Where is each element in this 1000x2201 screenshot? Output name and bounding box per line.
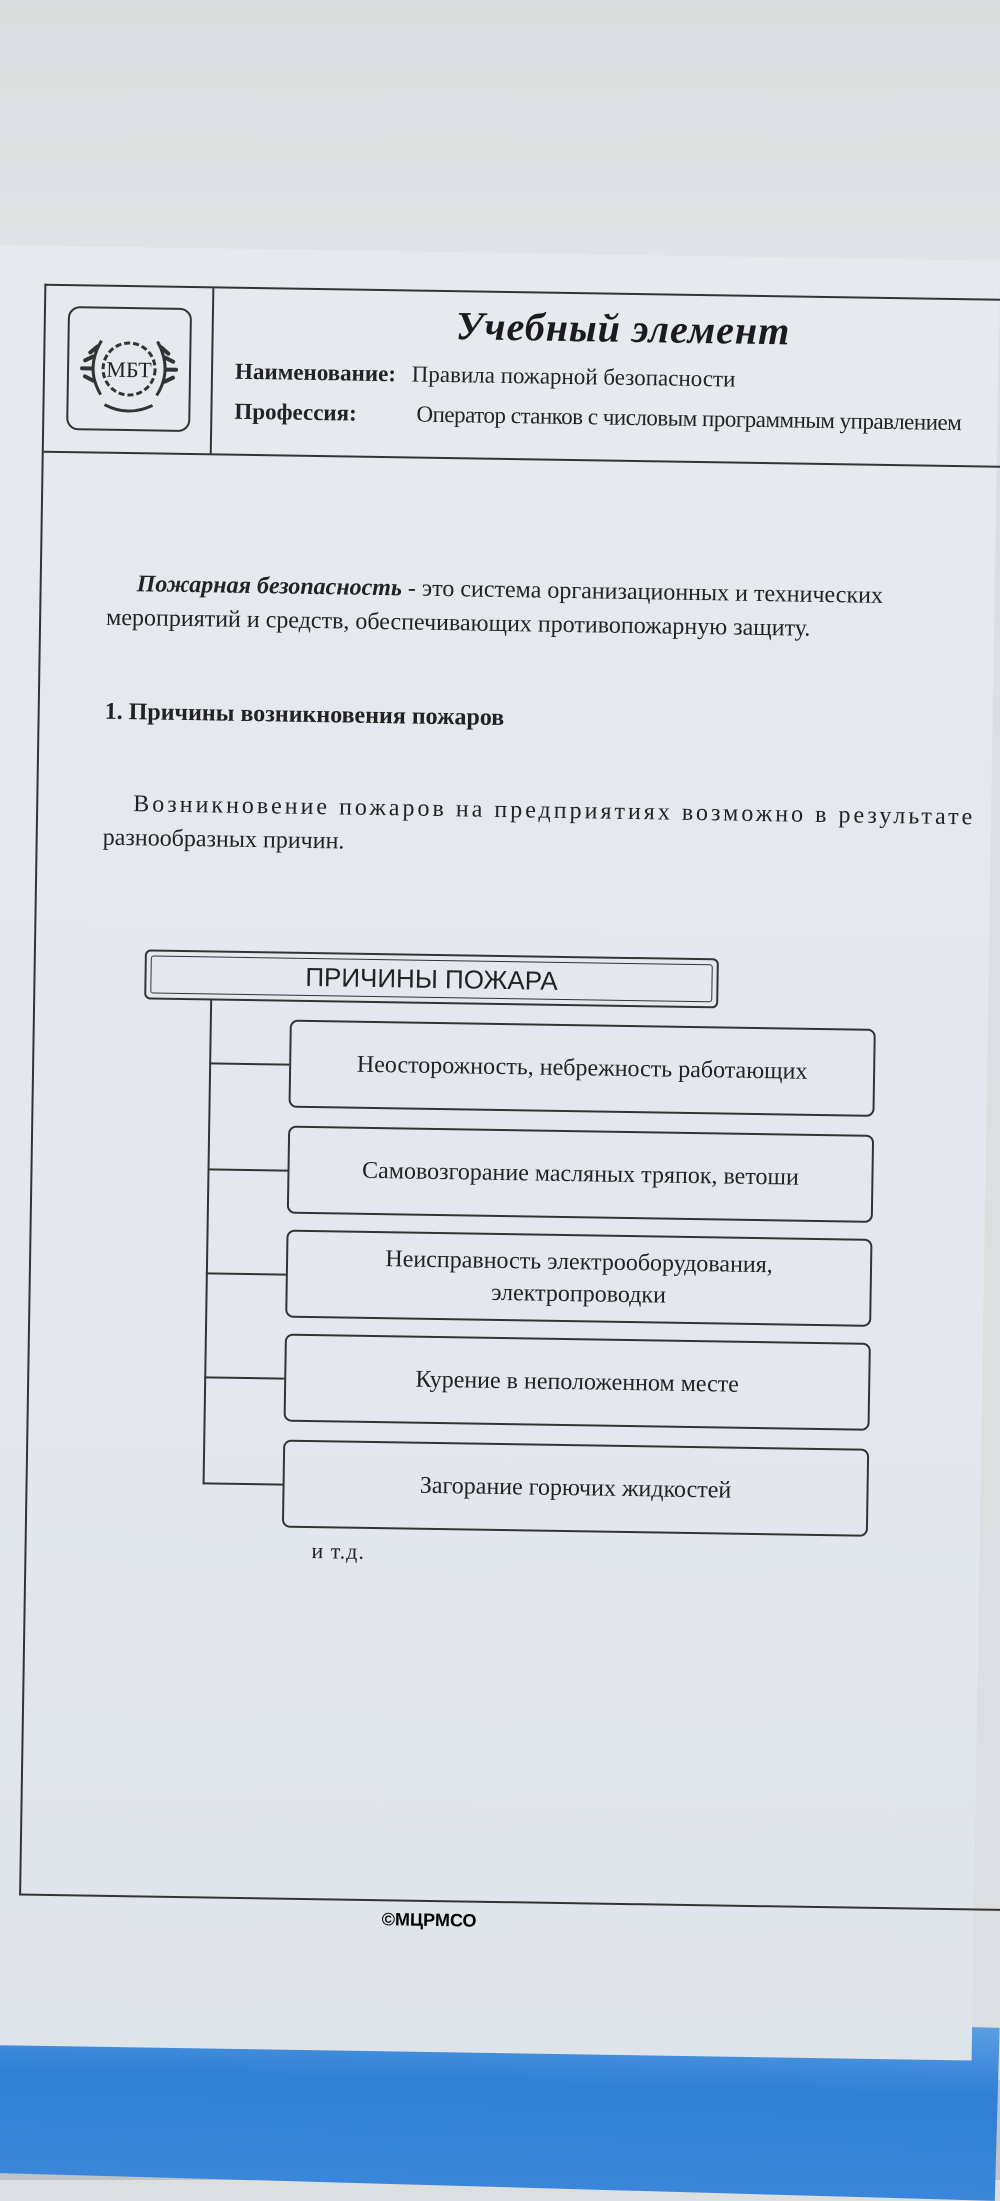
header-separator [44, 451, 1000, 469]
diagram-branch [207, 1168, 287, 1171]
document-page [0, 245, 1000, 2060]
diagram-trunk-line [203, 1000, 213, 1484]
cause-box: Неисправность электрооборудования, электропроводки [285, 1230, 872, 1327]
cause-box: Самовозгорание масляных тряпок, ветоши [287, 1126, 874, 1223]
diagram-branch [209, 1062, 289, 1065]
page-frame [19, 284, 1000, 1912]
profession-row [234, 399, 961, 436]
cause-box: Загорание горючих жидкостей [282, 1440, 869, 1537]
diagram-title-box [144, 949, 719, 1008]
copyright: ©МЦРМСО [381, 1909, 477, 1931]
logo-text: МБТ [106, 356, 152, 383]
section-paragraph-line2: разнообразных причин. [102, 824, 345, 855]
diagram-branch [206, 1272, 286, 1275]
diagram-title: ПРИЧИНЫ ПОЖАРА [150, 955, 713, 1002]
cause-box: Неосторожность, небрежность работающих [288, 1020, 875, 1117]
logo [66, 306, 192, 432]
logo-cell [44, 286, 215, 454]
intro-term: Пожарная безопасность [136, 571, 403, 602]
laurel-wreath-gear-icon [74, 314, 184, 424]
section-heading: 1. Причины возникновения пожаров [104, 698, 505, 731]
document-type-title: Учебный элемент [455, 303, 791, 354]
section-paragraph-line1: Возникновение пожаров на предприятиях возможно в результате [133, 791, 976, 831]
name-row [235, 359, 736, 393]
etc-note: и т.д. [311, 1538, 366, 1564]
intro-paragraph-line2: мероприятий и средств, обеспечивающих противопожарную защиту. [105, 604, 811, 642]
profession-label: Профессия: [234, 398, 357, 426]
name-label: Наименование: [234, 358, 397, 387]
diagram-branch [203, 1482, 283, 1485]
cause-box: Курение в неположенном месте [284, 1334, 871, 1431]
name-value: Правила пожарной безопасности [411, 361, 736, 392]
profession-value: Оператор станков с числовым программным управлением [416, 401, 962, 436]
intro-line1-rest: - это система организационных и технических [401, 575, 884, 609]
diagram-branch [204, 1376, 284, 1379]
